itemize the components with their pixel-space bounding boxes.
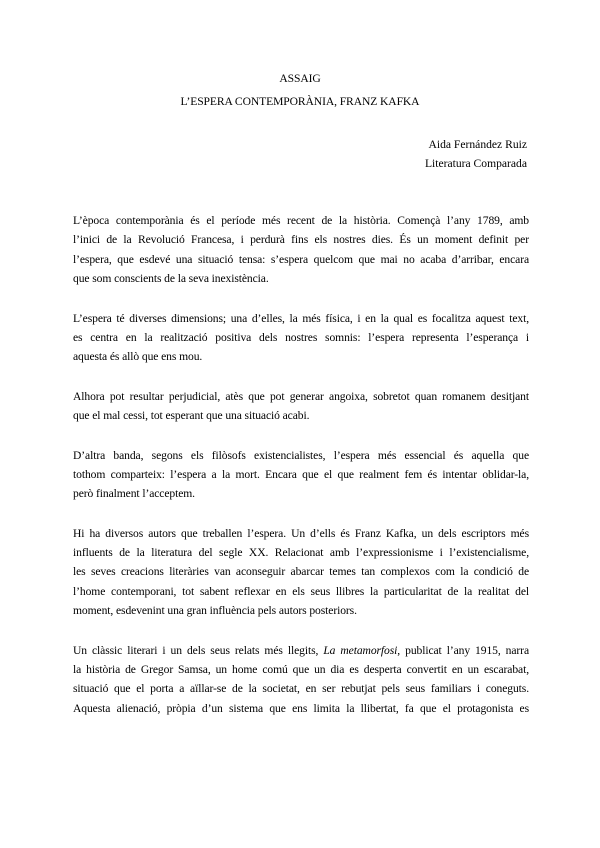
author-name: Aida Fernández Ruiz [428, 138, 527, 151]
paragraph-6 [73, 641, 529, 719]
essay-body [73, 211, 529, 738]
text-line: l’home contemporani, tot sabent reflexar en els seus llibres la particularitat de la realitat del [73, 584, 529, 598]
paragraph-4 [73, 446, 529, 504]
text-line: la història de Gregor Samsa, un home comú que un dia es desperta convertit en un escarabat, [73, 663, 529, 677]
paragraph-3 [73, 387, 529, 426]
text-segment: , publicat l’any 1915, narra [397, 643, 529, 657]
text-line: L’època contemporània és el període més recent de la història. Començà l’any 1789, amb [73, 214, 529, 227]
text-line: Hi ha diversos autors que treballen l’espera. Un d’ells és Franz Kafka, un dels escriptors més [73, 526, 529, 540]
text-line: aquesta és allò que ens mou. [73, 350, 203, 364]
text-line: D’altra banda, segons els filòsofs existencialistes, l’espera més essencial és aquella que [73, 448, 529, 462]
text-line: l’espera, que esdevé una situació tensa: s’espera quelcom que mai no acaba d’arribar, encara [73, 252, 529, 266]
text-line: Aquesta alienació, pròpia d’un sistema que ens limita la llibertat, fa que el protagonista es [73, 701, 529, 715]
text-line: Alhora pot resultar perjudicial, atès que pot generar angoixa, sobretot quan romanem desitjant [73, 389, 529, 403]
text-line [73, 641, 529, 660]
text-line: situació que el porta a aïllar-se de la societat, en ser rebutjat pels seus familiars i coneguts. [73, 682, 529, 696]
book-title-italic: La metamorfosi [323, 643, 398, 657]
text-line: tothom comparteix: l’espera a la mort. Encara que el que realment fem és intentar oblidar-la, [73, 467, 529, 481]
text-line: moment, esdevenint una gran influència pels autors posteriors. [73, 604, 357, 618]
text-line: però finalment l’acceptem. [73, 487, 195, 501]
text-line: les seves creacions literàries van aconseguir abarcar temes tan complexos com la condició de [73, 565, 529, 579]
text-line: l’inici de la Revolució Francesa, i perdurà fins els nostres dies. És un moment definit per [73, 233, 529, 247]
text-line: que som conscients de la seva inexistència. [73, 272, 269, 286]
text-line: que el mal cessi, tot esperant que una situació acabi. [73, 409, 310, 423]
text-line: influents de la literatura del segle XX. Relacionat amb l’expressionisme i l’existencialisme, [73, 546, 529, 560]
text-line: es centra en la realització positiva dels nostres somnis: l’espera representa l’esperança i [73, 330, 529, 344]
paragraph-5 [73, 524, 529, 621]
paragraph-2 [73, 309, 529, 367]
document-title: L’ESPERA CONTEMPORÀNIA, FRANZ KAFKA [180, 95, 420, 108]
course-name: Literatura Comparada [424, 157, 527, 170]
document-type-label: ASSAIG [279, 72, 321, 85]
text-segment: Un clàssic literari i un dels seus relats més llegits, [73, 643, 324, 657]
paragraph-1 [73, 211, 529, 289]
text-line: L’espera té diverses dimensions; una d’elles, la més física, i en la qual es focalitza aquest text, [73, 311, 529, 325]
